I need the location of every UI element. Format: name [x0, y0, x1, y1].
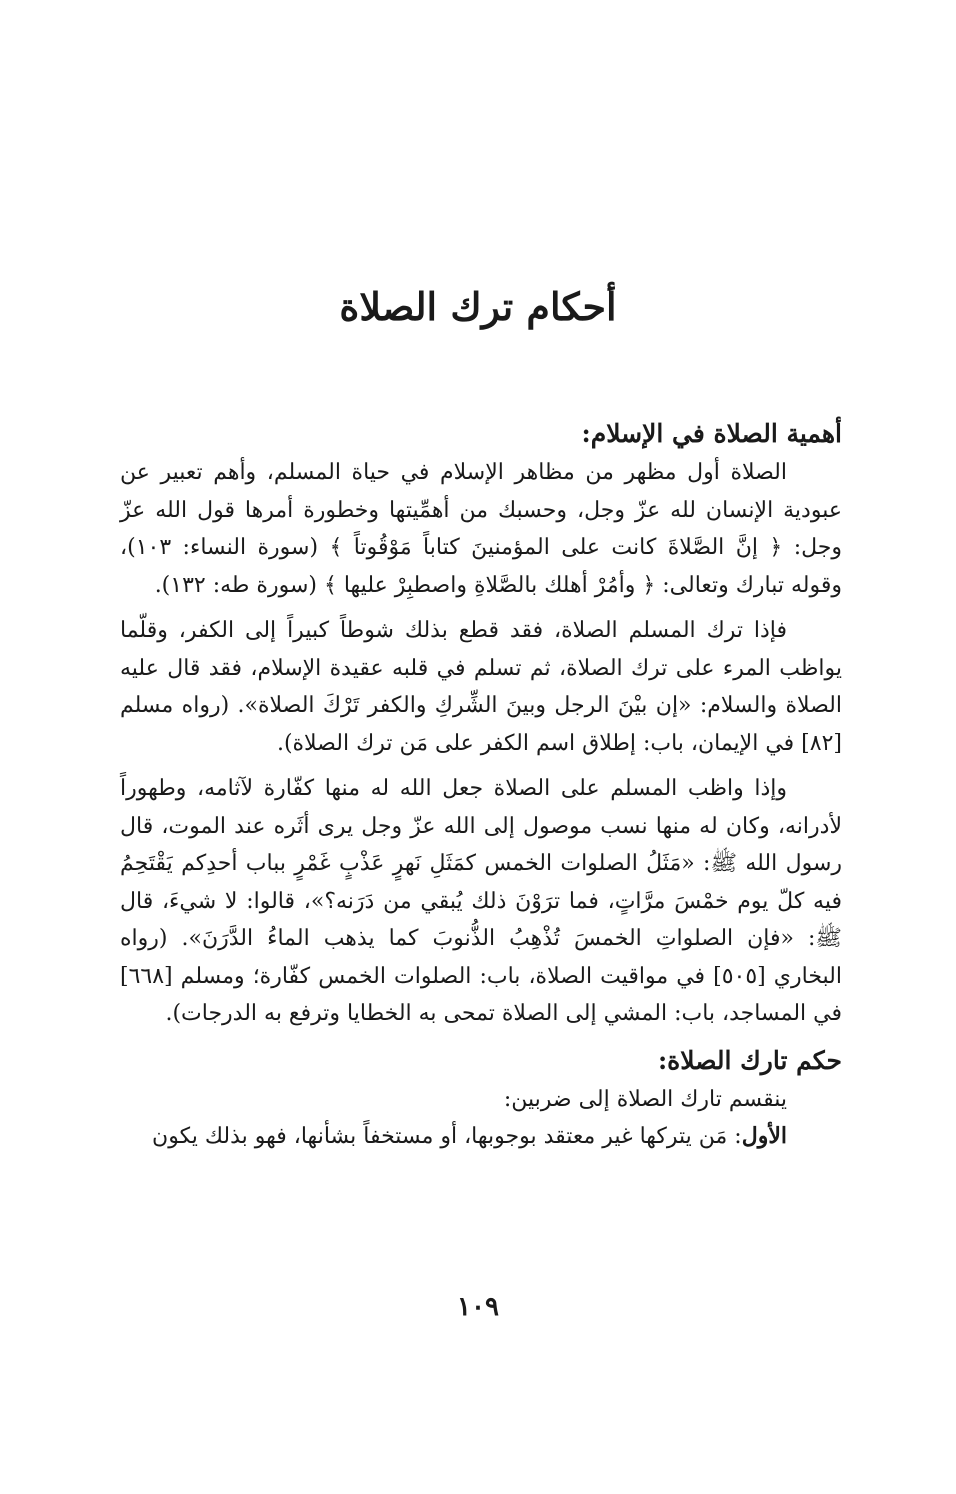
section-heading-importance: أهمية الصلاة في الإسلام: [581, 419, 842, 448]
page-number: ١٠٩ [457, 1292, 499, 1322]
first-type-text: : مَن يتركها غير معتقد بوجوبها، أو مستخفاً بشأنها، فهو بذلك يكون [152, 1124, 742, 1149]
body-text [120, 414, 842, 1164]
paragraph-importance-3: وإذا واظب المسلم على الصلاة جعل الله له منها كفّارة لآثامه، وطهوراً لأدرانه، وكان له منها نسب موصول إلى الله عزّ وجل يرى أثَره عند الموت، قال رسول الله ﷺ: «مَثَلُ الصلوات الخمس كمَثَلِ نَهرٍ عَذْبٍ غَمْرٍ بباب أحدِكم يَقْتَحِمُ فيه كلّ يوم خمْسَ مرَّاتٍ، فما ترَوْنَ ذلك يُبقي من دَرَنه؟»، قالوا: لا شيءَ، قال ﷺ: «فإن الصلواتِ الخمسَ تُذْهِبُ الذُّنوبَ كما يذهب الماءُ الدَّرَنَ». (رواه البخاري [٥٠٥] في مواقيت الصلاة، باب: الصلوات الخمس كفّارة؛ ومسلم [٦٦٨] في المساجد، باب: المشي إلى الصلاة تمحى به الخطايا وترفع به الدرجات). [120, 776, 842, 1026]
page-title: أحكام ترك الصلاة [339, 284, 617, 329]
paragraph-importance-2: فإذا ترك المسلم الصلاة، فقد قطع بذلك شوطاً كبيراً إلى الكفر، وقلّما يواظب المرء على ترك الصلاة، ثم تسلم في قلبه عقيدة الإسلام، فقد قال عليه الصلاة والسلام: «إن بيْنَ الرجل وبينَ الشِّركِ والكفر تَرْكَ الصلاة». (رواه مسلم [٨٢] في الإيمان، باب: إطلاق اسم الكفر على مَن ترك الصلاة). [120, 618, 842, 756]
paragraph-ruling-intro: ينقسم تارك الصلاة إلى ضربين: [503, 1086, 787, 1112]
paragraph-ruling-first [120, 1118, 842, 1156]
first-type-label: الأول [741, 1123, 787, 1149]
section-heading-ruling: حكم تارك الصلاة: [657, 1045, 842, 1075]
paragraph-importance-1: الصلاة أول مظهر من مظاهر الإسلام في حياة المسلم، وأهم تعبير عن عبودية الإنسان لله عزّ وجل، وحسبك من أهمِّيتها وخطورة أمرها قول الله عزّ وجل: ﴿ إنَّ الصَّلاةَ كانت على المؤمنينَ كتاباً مَوْقُوتاً ﴾ (سورة النساء: ١٠٣)، وقوله تبارك وتعالى: ﴿ وأمُرْ أهلك بالصَّلاةِ واصطبِرْ عليها ﴾ (سورة طه: ١٣٢). [120, 460, 842, 598]
